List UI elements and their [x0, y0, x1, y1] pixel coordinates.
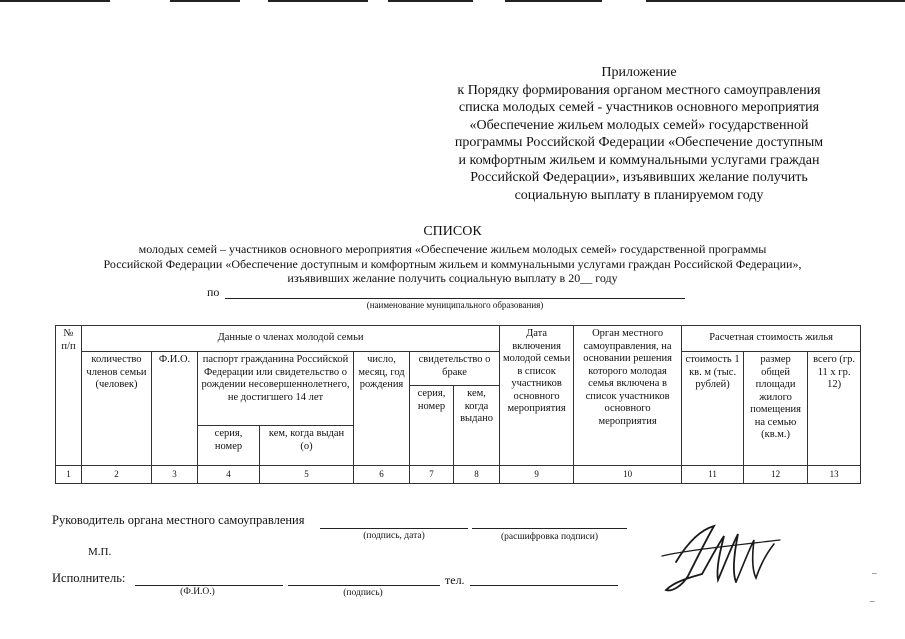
- top-edge-line: [268, 0, 368, 2]
- column-number: 3: [152, 466, 198, 484]
- appendix-line: программы Российской Федерации «Обеспечение доступным: [454, 135, 824, 150]
- column-number: 13: [808, 466, 861, 484]
- column-number: 7: [410, 466, 454, 484]
- margin-mark: –: [870, 596, 875, 606]
- header-family-count: количество членов семьи (человек): [82, 352, 152, 466]
- column-number: 6: [354, 466, 410, 484]
- head-signature-line[interactable]: [320, 528, 468, 529]
- column-number: 12: [744, 466, 808, 484]
- header-passport-issued: кем, когда выдан (о): [260, 426, 354, 466]
- appendix-line: «Обеспечение жильем молодых семей» государственной: [469, 117, 809, 133]
- header-total: всего (гр. 11 х гр. 12): [808, 352, 861, 466]
- handwritten-signature: [658, 520, 798, 600]
- column-number: 5: [260, 466, 354, 484]
- column-number: 8: [454, 466, 500, 484]
- header-cost-per-sqm: стоимость 1 кв. м (тыс. рублей): [682, 352, 744, 466]
- header-family-data: Данные о членах молодой семьи: [82, 326, 500, 352]
- header-area: размер общей площади жилого помещения на семью (кв.м.): [744, 352, 808, 466]
- header-fio: Ф.И.О.: [152, 352, 198, 466]
- column-numbers-row: [56, 466, 861, 484]
- header-marriage-series: серия, номер: [410, 386, 454, 466]
- caption-fio: (Ф.И.О.): [180, 587, 215, 597]
- list-title: СПИСОК: [423, 224, 482, 239]
- appendix-line: Российской Федерации», изъявивших желание получить: [470, 170, 808, 185]
- margin-mark: –: [872, 568, 877, 578]
- appendix-line: списка молодых семей - участников основного мероприятия: [458, 100, 820, 115]
- appendix-line: социальную выплату в планируемом году: [514, 187, 764, 203]
- executor-label: Исполнитель:: [52, 571, 126, 585]
- appendix-line: к Порядку формирования органом местного самоуправления: [457, 82, 821, 98]
- caption-decode: (расшифровка подписи): [501, 532, 598, 542]
- column-number: 9: [500, 466, 574, 484]
- header-local-authority: Орган местного самоуправления, на основании решения которого молодая семья включена в список участников основного мероприятия: [574, 326, 682, 466]
- top-edge-line: [388, 0, 473, 2]
- appendix-heading: Приложение: [601, 65, 677, 80]
- tel-line[interactable]: [470, 585, 618, 586]
- column-number: 11: [682, 466, 744, 484]
- column-number: 4: [198, 466, 260, 484]
- header-housing-cost: Расчетная стоимость жилья: [682, 326, 861, 352]
- column-number: 10: [574, 466, 682, 484]
- subtitle-line: Российской Федерации «Обеспечение доступным и комфортным жильем и коммунальными услугами граждан Российской Федерации»,: [103, 256, 802, 271]
- top-edge-line: [0, 0, 110, 2]
- head-decode-line[interactable]: [472, 528, 627, 529]
- column-number: 2: [82, 466, 152, 484]
- header-row-number: № п/п: [56, 326, 82, 466]
- header-passport: паспорт гражданина Российской Федерации или свидетельство о рождении несовершеннолетнего, не достигшего 14 лет: [198, 352, 354, 426]
- appendix-block: [420, 64, 858, 204]
- top-edge-line: [170, 0, 240, 2]
- subtitle-line: молодых семей – участников основного мероприятия «Обеспечение жильем молодых семей» государственной программы: [138, 242, 767, 256]
- municipality-caption: (наименование муниципального образования): [366, 300, 544, 310]
- head-label: Руководитель органа местного самоуправления: [52, 513, 305, 527]
- executor-signature-line[interactable]: [288, 585, 440, 586]
- header-passport-series: серия, номер: [198, 426, 260, 466]
- executor-fio-line[interactable]: [135, 585, 283, 586]
- header-marriage-issued: кем, когда выдано: [454, 386, 500, 466]
- header-marriage-certificate: свидетельство о браке: [410, 352, 500, 386]
- tel-label: тел.: [445, 573, 465, 587]
- caption-sign: (подпись): [343, 588, 383, 598]
- list-subtitle: [40, 242, 865, 286]
- column-number: 1: [56, 466, 82, 484]
- families-table: [55, 325, 861, 484]
- municipality-label: по: [207, 285, 220, 299]
- municipality-field-line[interactable]: [225, 298, 685, 299]
- subtitle-line: изъявивших желание получить социальную выплату в 20__ году: [287, 271, 618, 285]
- top-edge-line: [646, 0, 905, 2]
- top-edge-line: [505, 0, 602, 2]
- appendix-line: и комфортным жильем и коммунальными услугами граждан: [458, 152, 820, 168]
- header-inclusion-date: Дата включения молодой семьи в список участников основного мероприятия: [500, 326, 574, 466]
- stamp-place-label: М.П.: [88, 546, 112, 558]
- header-birth-date: число, месяц, год рождения: [354, 352, 410, 466]
- caption-sign-date: (подпись, дата): [363, 531, 425, 541]
